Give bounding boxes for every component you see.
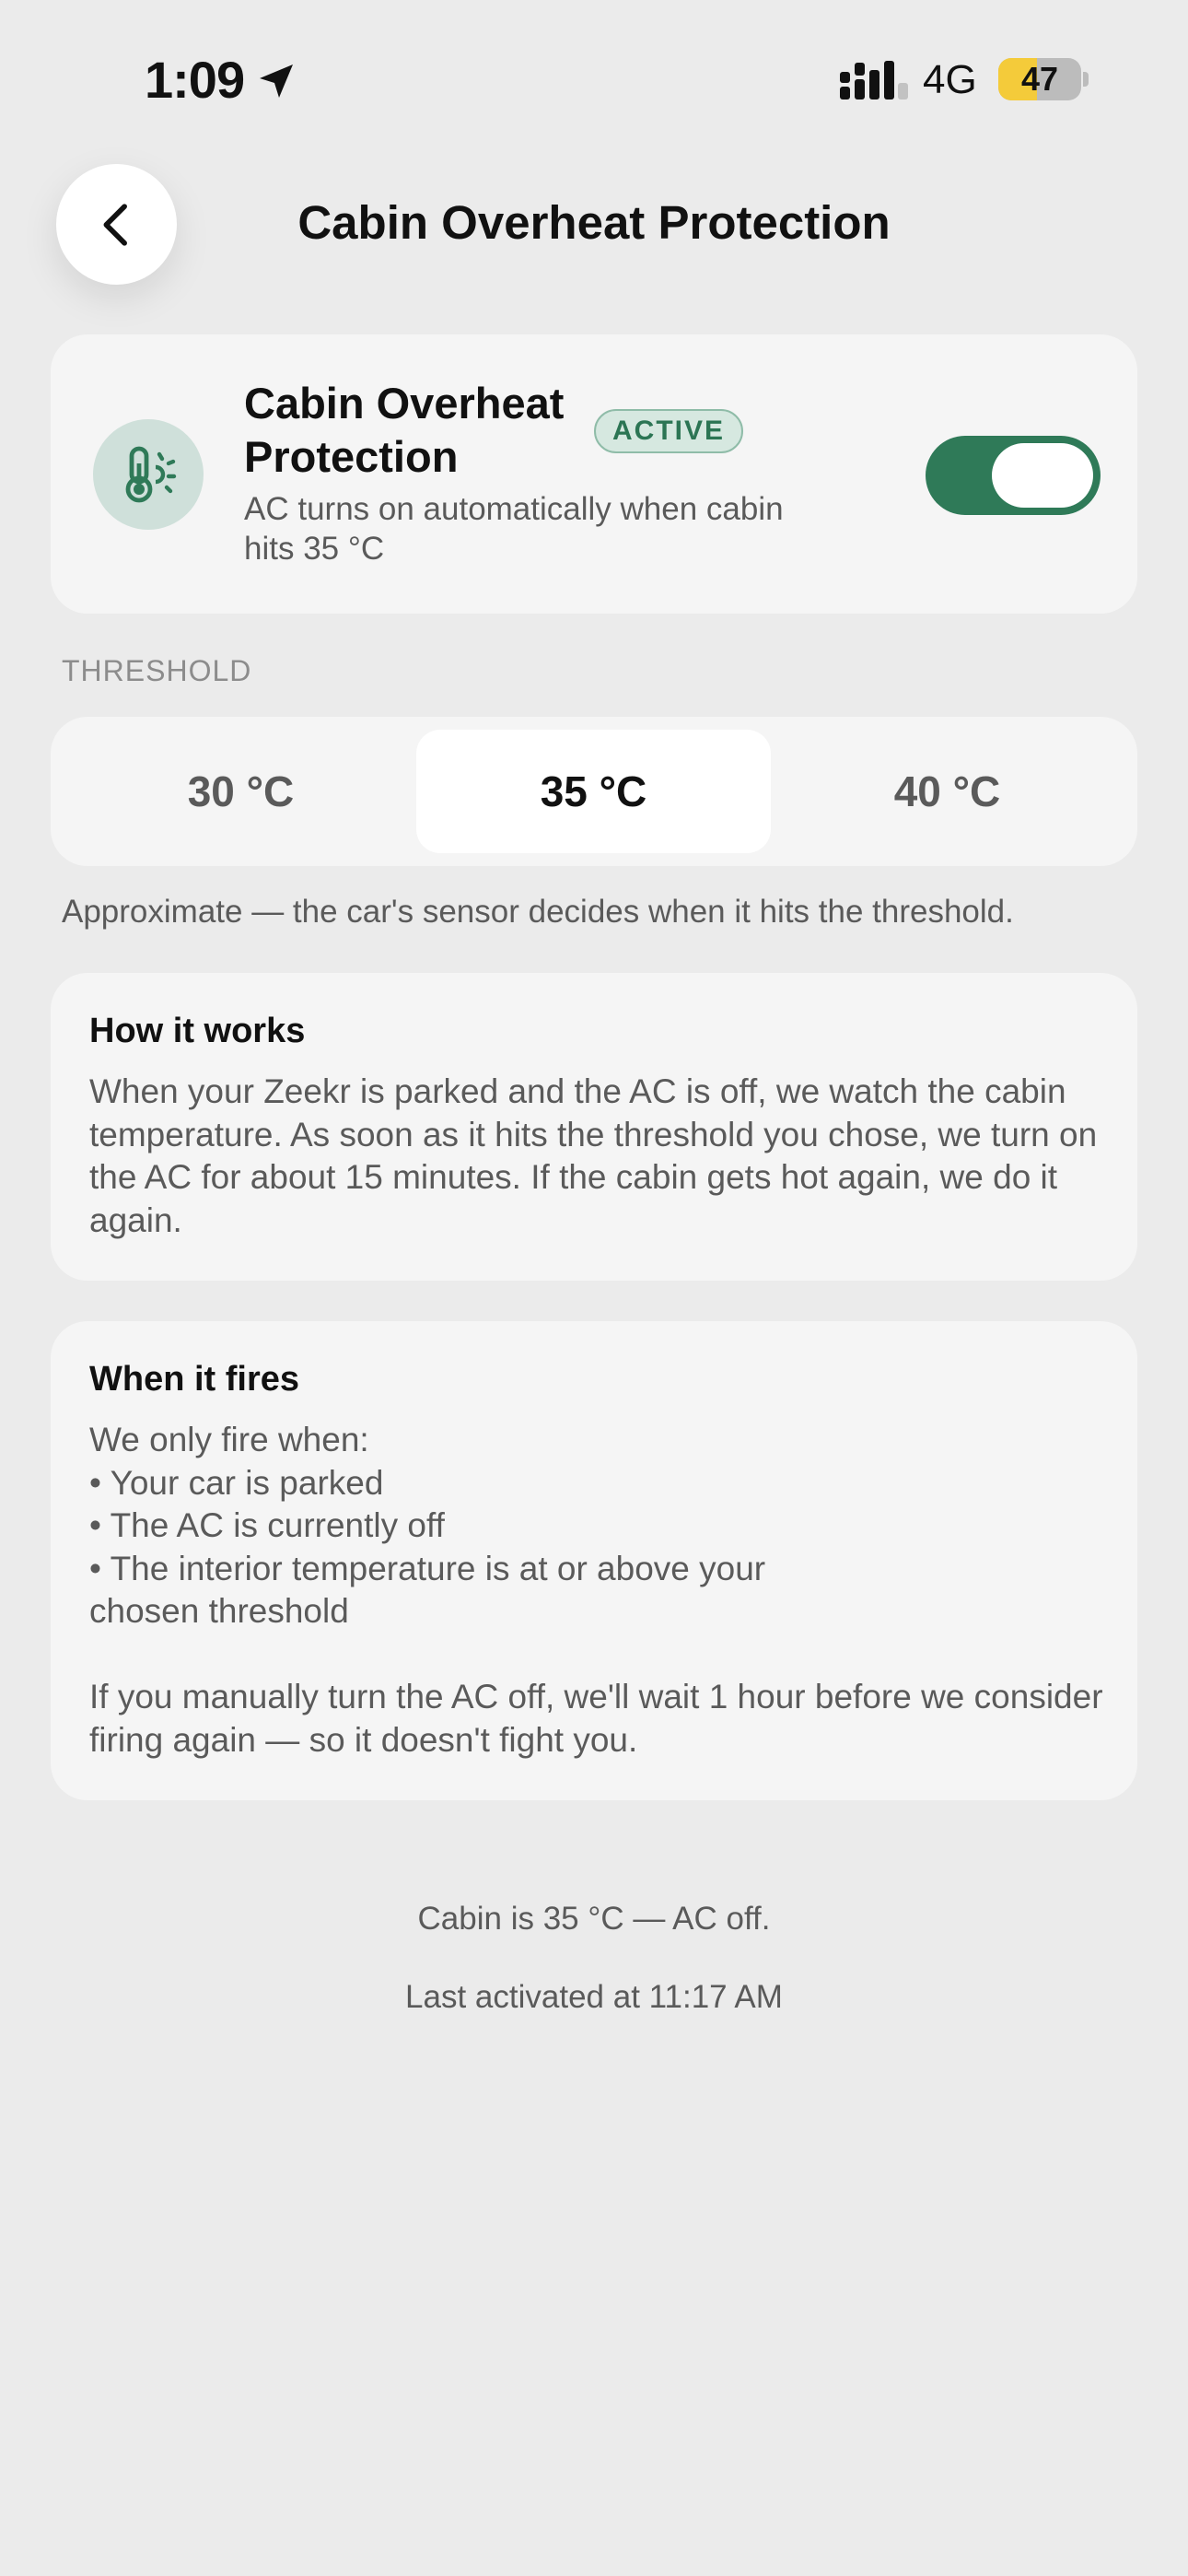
- cabin-status: Cabin is 35 °C — AC off.: [417, 1901, 771, 1937]
- feature-card: [51, 334, 1137, 614]
- battery-icon: [998, 58, 1081, 100]
- threshold-note: Approximate — the car's sensor decides when it hits the threshold.: [62, 894, 1014, 930]
- status-bar: [0, 0, 1188, 157]
- page-title: Cabin Overheat Protection: [297, 196, 891, 249]
- how-it-works-title: How it works: [89, 1012, 306, 1050]
- threshold-option-40[interactable]: 40 °C: [893, 767, 1001, 815]
- conditions-intro: We only fire when:: [89, 1421, 369, 1458]
- threshold-option-30[interactable]: 30 °C: [187, 767, 295, 815]
- how-it-works-card: [51, 973, 1137, 1281]
- condition-item: • The interior temperature is at or above your chosen threshold: [89, 1549, 766, 1630]
- when-it-fires-body: [89, 1419, 1112, 1762]
- status-time: 1:09: [145, 51, 245, 109]
- threshold-segmented-control: [51, 717, 1137, 866]
- location-arrow-icon: [254, 59, 298, 103]
- thermometer-sun-icon: [115, 441, 181, 508]
- feature-description: AC turns on automatically when cabin hits 35 °C: [244, 491, 784, 567]
- feature-title: Cabin Overheat Protection: [244, 379, 565, 481]
- battery-cap: [1083, 72, 1089, 87]
- when-it-fires-title: When it fires: [89, 1360, 300, 1399]
- last-activated: Last activated at 11:17 AM: [405, 1979, 783, 2015]
- toggle-knob: [992, 443, 1093, 508]
- threshold-option-35[interactable]: 35 °C: [416, 730, 771, 853]
- feature-toggle[interactable]: [926, 436, 1101, 515]
- feature-icon: [93, 419, 204, 530]
- when-it-fires-card: [51, 1321, 1137, 1800]
- cellular-signal-icon: [840, 59, 908, 101]
- network-type: 4G: [923, 57, 977, 102]
- manual-off-note: If you manually turn the AC off, we'll wait 1 hour before we consider firing again — so it doesn't fight you.: [89, 1678, 1103, 1759]
- condition-item: • The AC is currently off: [89, 1506, 445, 1544]
- chevron-left-icon: [91, 199, 143, 251]
- threshold-label: THRESHOLD: [62, 654, 252, 687]
- back-button[interactable]: [56, 164, 177, 285]
- status-badge: ACTIVE: [594, 409, 743, 453]
- battery-level: 47: [1020, 60, 1059, 98]
- how-it-works-body: When your Zeekr is parked and the AC is off, we watch the cabin temperature. As soon as it hits the threshold you chose, we turn on the AC for about 15 minutes. If the cabin gets hot again, we do it again.: [89, 1072, 1098, 1239]
- condition-item: • Your car is parked: [89, 1463, 384, 1502]
